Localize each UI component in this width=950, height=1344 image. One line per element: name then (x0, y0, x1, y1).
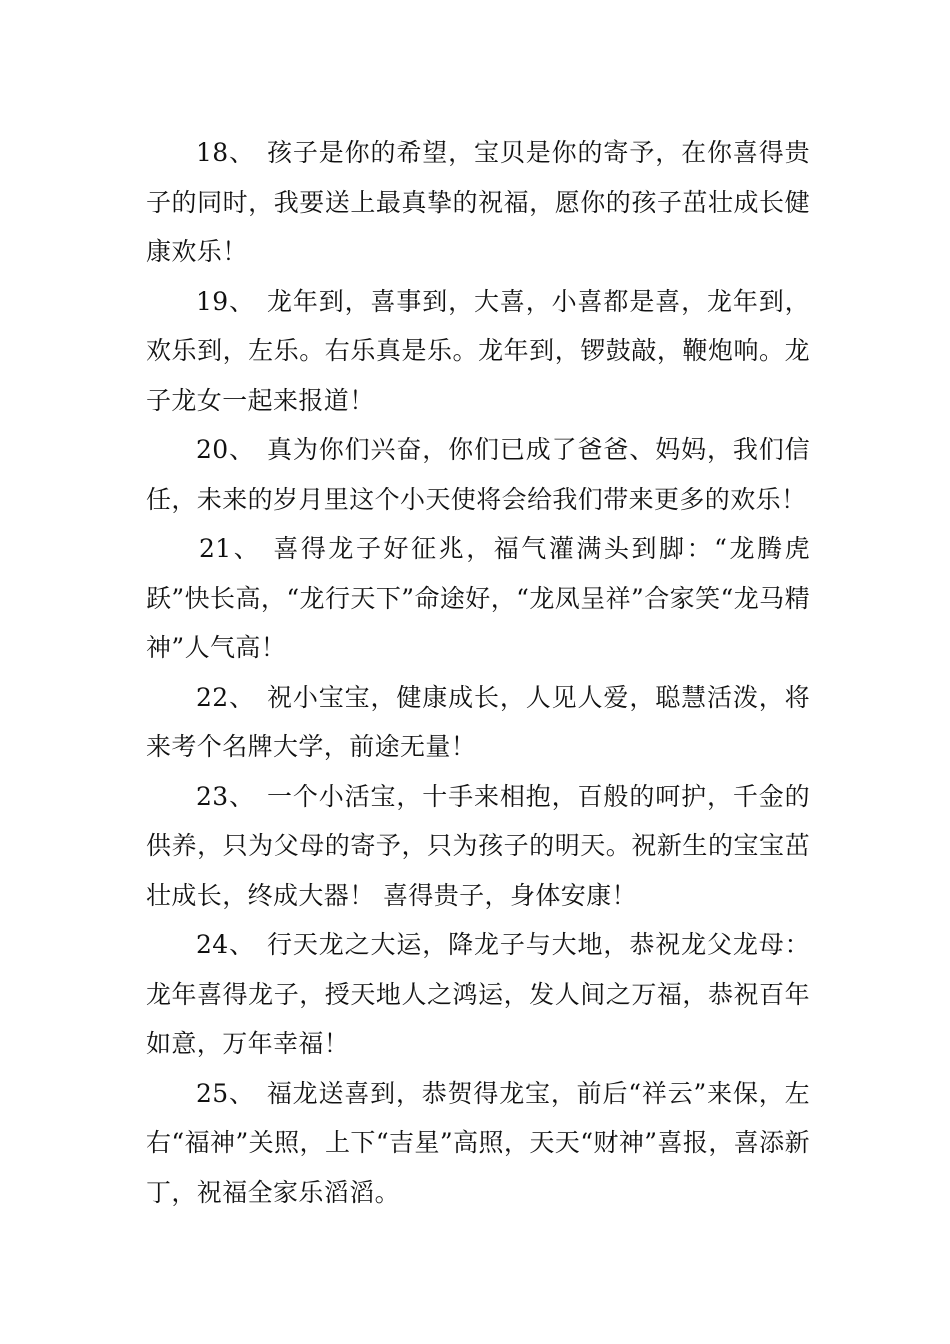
paragraph-text: 龙年到，喜事到，大喜，小喜都是喜，龙年到，欢乐到，左乐。右乐真是乐。龙年到，锣鼓敲，鞭炮响。龙子龙女一起来报道！ (146, 286, 811, 415)
paragraph-19 (146, 277, 810, 426)
paragraph-number: 18、 (196, 138, 255, 167)
paragraph-number: 24、 (196, 930, 255, 959)
paragraph-25 (146, 1069, 810, 1218)
paragraph-text: 一个小活宝，十手来相抱，百般的呵护，千金的供养，只为父母的寄予，只为孩子的明天。祝新生的宝宝茁壮成长，终成大器！ 喜得贵子，身体安康！ (146, 781, 811, 910)
paragraph-22 (146, 673, 810, 772)
paragraph-text: 真为你们兴奋，你们已成了爸爸、妈妈，我们信任，未来的岁月里这个小天使将会给我们带来更多的欢乐！ (146, 435, 811, 514)
paragraph-23 (146, 772, 810, 921)
paragraph-number: 19、 (196, 286, 255, 316)
paragraph-number: 22、 (196, 682, 255, 712)
paragraph-text: 行天龙之大运，降龙子与大地，恭祝龙父龙母：龙年喜得龙子，授天地人之鸿运，发人间之万福，恭祝百年如意，万年幸福！ (146, 930, 811, 1058)
paragraph-number: 20、 (196, 435, 255, 464)
paragraph-21 (146, 524, 810, 673)
paragraph-text: 孩子是你的希望，宝贝是你的寄予，在你喜得贵子的同时，我要送上最真挚的祝福，愿你的孩子茁壮成长健康欢乐！ (146, 138, 811, 266)
document-body (146, 128, 810, 1217)
paragraph-number: 23、 (196, 781, 255, 811)
paragraph-24 (146, 920, 810, 1069)
paragraph-18 (146, 128, 810, 277)
paragraph-text: 喜得龙子好征兆，福气灌满头到脚：“龙腾虎跃”快长高，“龙行天下”命途好，“龙凤呈祥”合家笑“龙马精神”人气高！ (146, 534, 810, 662)
paragraph-text: 福龙送喜到，恭贺得龙宝，前后“祥云”来保，左右“福神”关照，上下“吉星”高照，天天“财神”喜报，喜添新丁，祝福全家乐滔滔。 (146, 1078, 810, 1207)
paragraph-number: 25、 (196, 1078, 255, 1108)
paragraph-text: 祝小宝宝，健康成长，人见人爱，聪慧活泼，将来考个名牌大学，前途无量！ (146, 682, 811, 761)
paragraph-number: 21、 (199, 534, 262, 563)
paragraph-20 (146, 425, 810, 524)
